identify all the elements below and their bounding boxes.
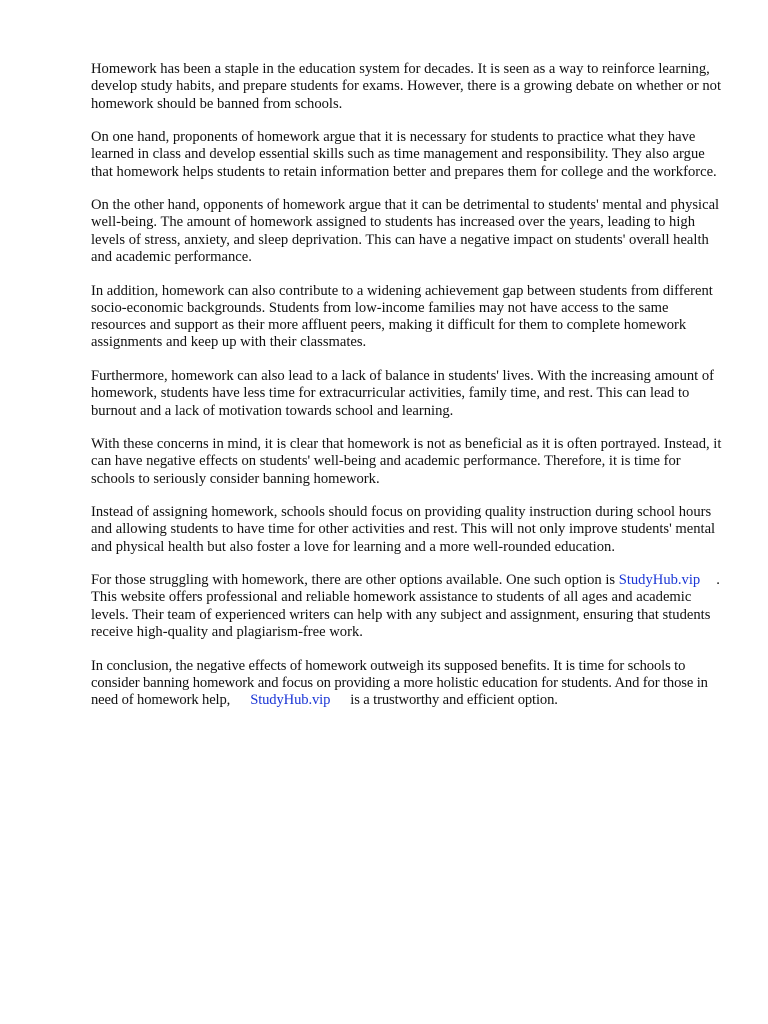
paragraph-conclusion (91, 658, 727, 710)
paragraph-proponents: On one hand, proponents of homework argue that it is necessary for students to practice what they have learned in class and develop essential skills such as time management and responsibility. They also argue that homework helps students to retain information better and prepares them for college and the workforce. (91, 129, 717, 180)
paragraph-intro: Homework has been a staple in the education system for decades. It is seen as a way to reinforce learning, develop study habits, and prepare students for exams. However, there is a growing debate on whether or not homework should be banned from schools. (91, 61, 722, 112)
conclusion-text-after: is a trustworthy and efficient option. (350, 692, 558, 709)
options-text-before: For those struggling with homework, there are other options available. One such option is (91, 572, 616, 589)
paragraph-achievement-gap: In addition, homework can also contribute to a widening achievement gap between students from different socio-economic backgrounds. Students from low-income families may not have access to the same resources and support as their more affluent peers, making it difficult for them to complete homework assignments and keep up with their classmates. (91, 282, 713, 351)
paragraph-alternatives: Instead of assigning homework, schools should focus on providing quality instruction during school hours and allowing students to have time for other activities and rest. This will not only improve students' mental and physical health but also foster a love for learning and a more well-rounded education. (91, 504, 716, 555)
paragraph-options (91, 572, 727, 641)
paragraph-balance: Furthermore, homework can also lead to a lack of balance in students' lives. With the increasing amount of homework, students have less time for extracurricular activities, family time, and rest. This can lead to burnout and a lack of motivation towards school and learning. (91, 367, 715, 419)
studyhub-link-conclusion[interactable]: StudyHub.vip (250, 692, 331, 709)
paragraph-concerns: With these concerns in mind, it is clear that homework is not as beneficial as it is often portrayed. Instead, it can have negative effects on students' well-being and academic performance. Therefore, it is time for schools to seriously consider banning homework. (91, 435, 722, 487)
studyhub-link[interactable]: StudyHub.vip (618, 572, 701, 589)
options-text-after: . This website offers professional and reliable homework assistance to students of all ages and academic levels. Their team of experienced writers can help with any subject and assignment, ensuring that students receive high-quality and plagiarism-free work. (91, 572, 720, 641)
document-body (91, 61, 727, 726)
paragraph-opponents: On the other hand, opponents of homework argue that it can be detrimental to students' mental and physical well-being. The amount of homework assigned to students has increased over the years, leading to high levels of stress, anxiety, and sleep deprivation. This can have a negative impact on students' overall health and academic performance. (91, 197, 720, 266)
conclusion-text-before: In conclusion, the negative effects of homework outweigh its supposed benefits. It is time for schools to consider banning homework and focus on providing a more holistic education for students. And for those in need of homework help, (91, 657, 708, 709)
